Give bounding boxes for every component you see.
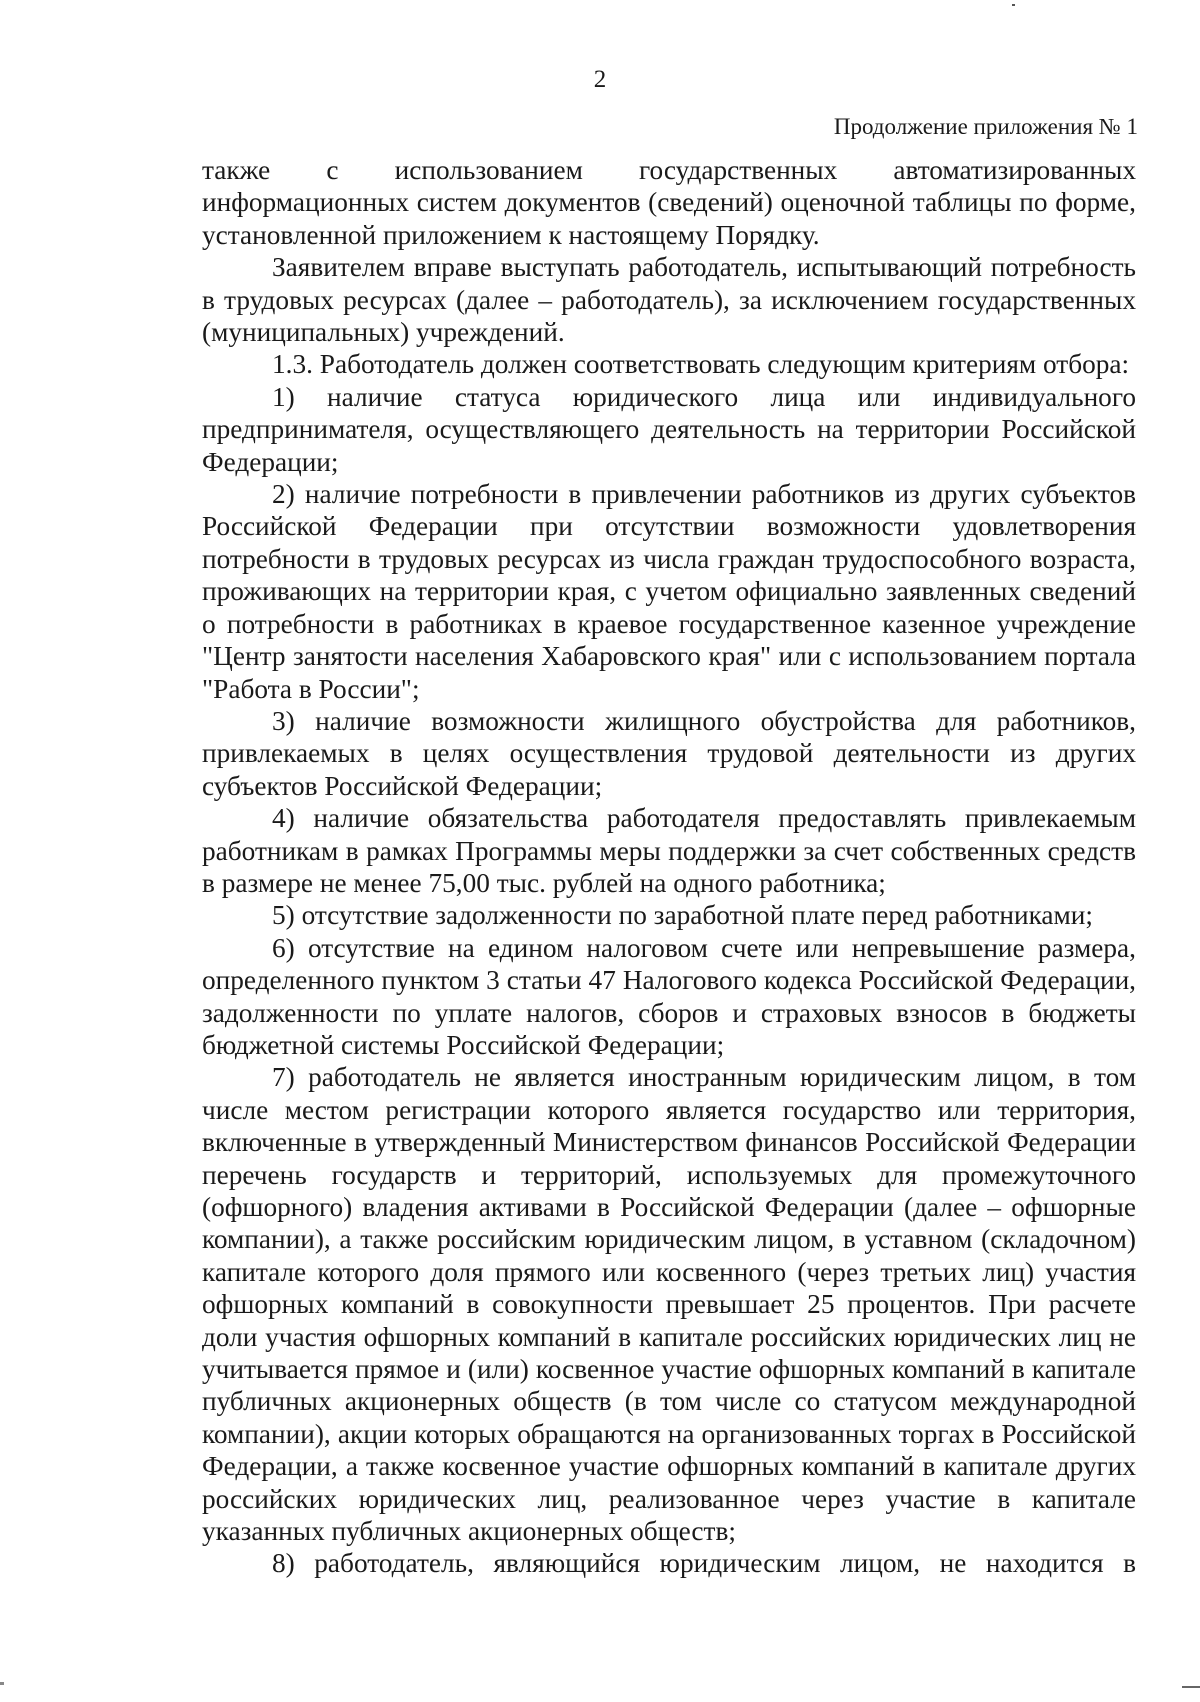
scan-artifact-bottom bbox=[1182, 1686, 1200, 1688]
criterion-7: 7) работодатель не является иностранным юридическим лицом, в том числе местом регистрации которого является государство или территория, включенные в утвержденный Министерством финансов Российской Федерации перечень государств и территорий, используемых для промежуточного (офшорного) владения активами в Российской Федерации (далее – офшорные компании), а также российским юридическим лицом, в уставном (складочном) капитале которого доля прямого или косвенного (через третьих лиц) участия офшорных компаний в совокупности превышает 25 процентов. При расчете доли участия офшорных компаний в капитале российских юридических лиц не учитывается прямое и (или) косвенное участие офшорных компаний в капитале публичных акционерных обществ (в том числе со статусом международной компании), акции которых обращаются на организованных торгах в Российской Федерации, а также косвенное участие офшорных компаний в капитале других российских юридических лиц, реализованное через участие в капитале указанных публичных акционерных обществ; bbox=[202, 1062, 1136, 1547]
page-number: 2 bbox=[593, 66, 607, 93]
paragraph-applicant: Заявителем вправе выступать работодатель, испытывающий потребность в трудовых ресурсах (далее – работодатель), за исключением государственных (муниципальных) учреждений. bbox=[202, 252, 1136, 348]
criterion-4: 4) наличие обязательства работодателя предоставлять привлекаемым работникам в рамках Программы меры поддержки за счет собственных средств в размере не менее 75,00 тыс. рублей на одного работника; bbox=[202, 803, 1136, 898]
paragraph-criteria-heading: 1.3. Работодатель должен соответствовать следующим критериям отбора: bbox=[272, 349, 1130, 380]
document-body bbox=[202, 154, 1136, 1580]
scan-artifact-left bbox=[0, 1682, 4, 1685]
scan-artifact-top bbox=[1012, 4, 1015, 6]
criterion-3: 3) наличие возможности жилищного обустройства для работников, привлекаемых в целях осуществления трудовой деятельности из других субъектов Российской Федерации; bbox=[202, 705, 1136, 801]
appendix-continuation-label: Продолжение приложения № 1 bbox=[833, 114, 1138, 139]
criterion-2: 2) наличие потребности в привлечении работников из других субъектов Российской Федерации при отсутствии возможности удовлетворения потребности в трудовых ресурсах из числа граждан трудоспособного возраста, проживающих на территории края, с учетом официально заявленных сведений о потребности в работниках в краевое государственное казенное учреждение "Центр занятости населения Хабаровского края" или с использованием портала "Работа в России"; bbox=[202, 479, 1136, 704]
criterion-5: 5) отсутствие задолженности по заработной плате перед работниками; bbox=[272, 900, 1093, 931]
criterion-6: 6) отсутствие на едином налоговом счете или непревышение размера, определенного пунктом 3 статьи 47 Налогового кодекса Российской Федерации, задолженности по уплате налогов, сборов и страховых взносов в бюджеты бюджетной системы Российской Федерации; bbox=[202, 932, 1136, 1060]
criterion-8: 8) работодатель, являющийся юридическим лицом, не находится в bbox=[272, 1548, 1136, 1579]
criterion-1: 1) наличие статуса юридического лица или индивидуального предпринимателя, осуществляющего деятельность на территории Российской Федерации; bbox=[202, 381, 1136, 477]
paragraph-intro-continuation: также с использованием государственных автоматизированных информационных систем документов (сведений) оценочной таблицы по форме, установленной приложением к настоящему Порядку. bbox=[202, 155, 1136, 250]
